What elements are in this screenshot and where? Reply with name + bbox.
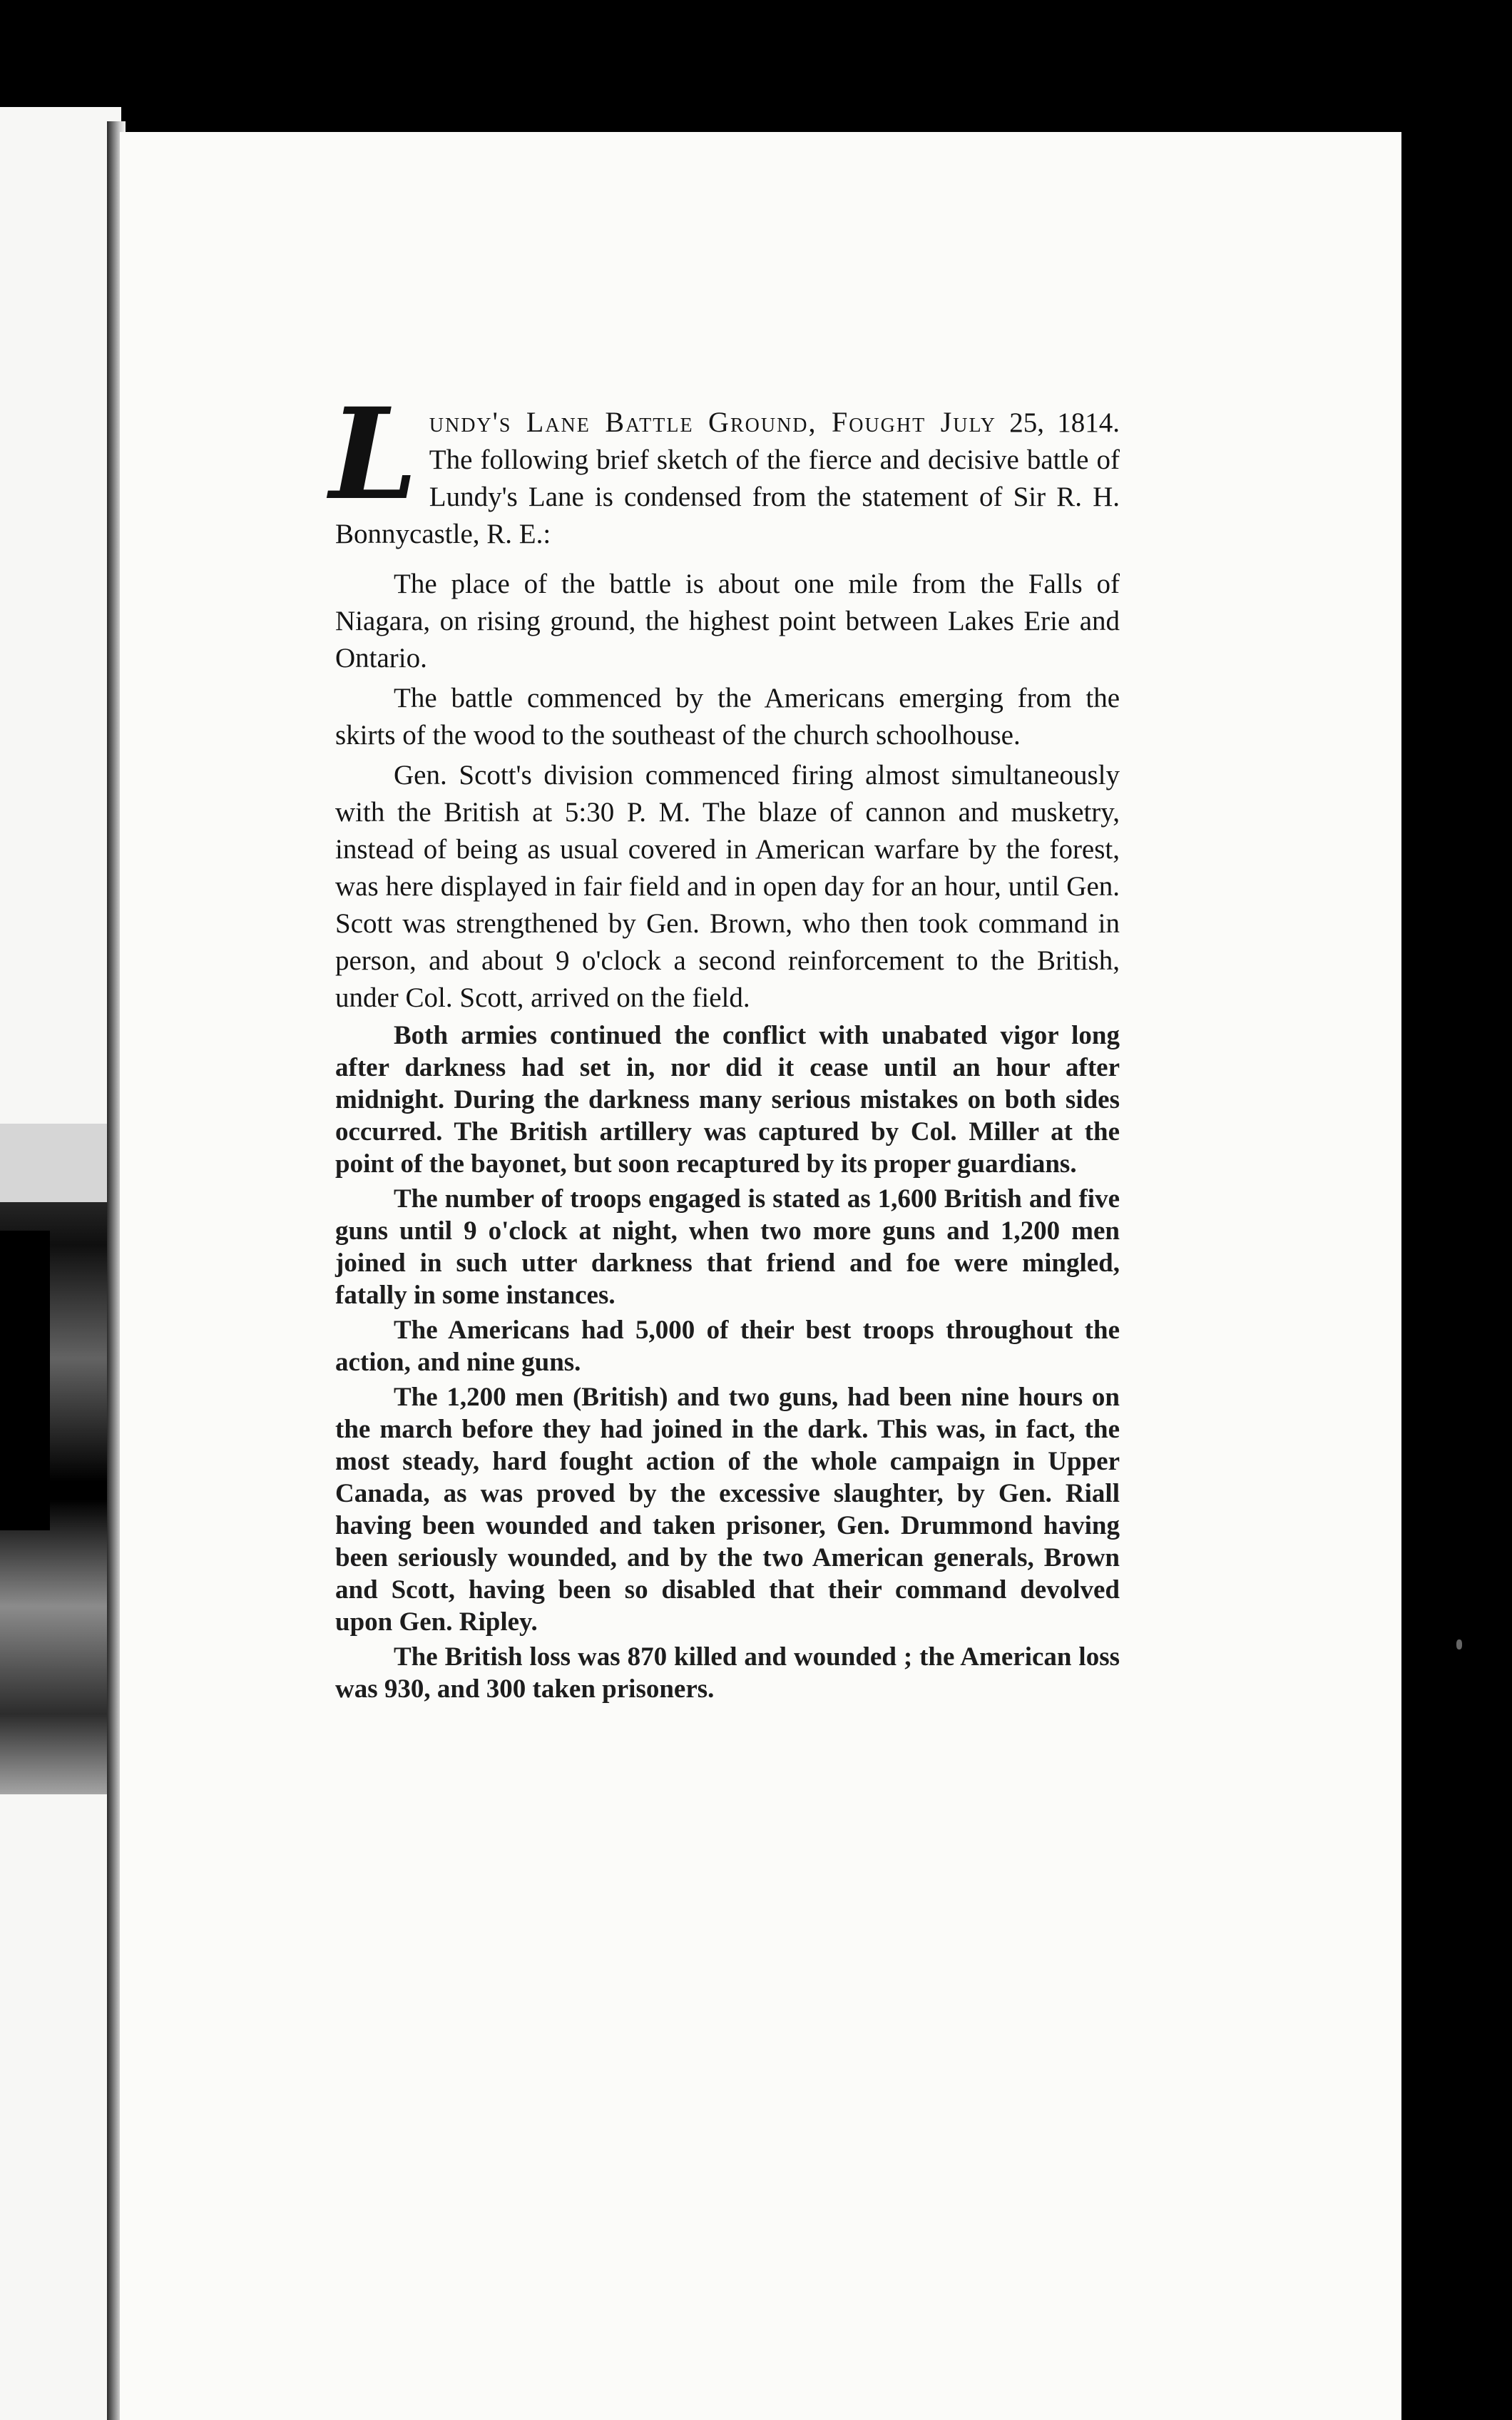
heading-rest: 25, 1814. The following brief sketch of the fierce and decisive battle of Lundy's Lane is condensed from the statement of Sir R. H. Bonnycastle, R. E.: [335,407,1120,549]
paragraph-losses: The British loss was 870 killed and wounded ; the American loss was 930, and 300 taken prisoners. [335,1642,1120,1704]
paragraph-commencement: The battle commenced by the Americans emerging from the skirts of the wood to the southeast of the church schoolhouse. [335,683,1120,751]
paragraph-darkness: Both armies continued the conflict with unabated vigor long after darkness had set in, nor did it cease until an hour after midnight. During the darkness many serious mistakes on both sides occurred. The British artillery was captured by Col. Miller at the point of the bayonet, but soon recaptured by its proper guardians. [335,1021,1120,1179]
paragraph-location: The place of the battle is about one mile from the Falls of Niagara, on rising ground, the highest point between Lakes Erie and Ontario. [335,569,1120,673]
photo-sky [0,1124,118,1202]
paragraph-british-march: The 1,200 men (British) and two guns, had been nine hours on the march before they had joined in the dark. This was, in fact, the most steady, hard fought action of the whole campaign in Upper Canada, as was proved by the excessive slaughter, by Gen. Riall having been wounded and taken prisoner, Gen. Drummond having been seriously wounded, and by the two American generals, Brown and Scott, having been so disabled that their command devolved upon Gen. Ripley. [335,1383,1120,1637]
opening-paragraph [330,380,1120,553]
paragraph-scott-division: Gen. Scott's division commenced firing almost simultaneously with the British at 5:30 P. M. The blaze of cannon and musketry, instead of being as usual covered in American warfare by the forest, was here displayed in fair field and in open day for an hour, until Gen. Scott was strengthened by Gen. Brown, who then took command in person, and about 9 o'clock a second reinforcement to the British, under Col. Scott, arrived on the field. [335,760,1120,1013]
photo-building [0,1231,50,1530]
page-text [330,380,1120,1708]
paragraph-americans: The Americans had 5,000 of their best troops throughout the action, and nine guns. [335,1316,1120,1377]
facing-page-photograph [0,1124,118,1794]
page-speck [1456,1639,1462,1649]
paragraph-troop-numbers: The number of troops engaged is stated as 1,600 British and five guns until 9 o'clock at night, when two more guns and 1,200 men joined in such utter darkness that friend and foe were mingled, fatally in some instances. [335,1184,1120,1310]
drop-cap: L [330,380,418,528]
heading-smallcaps: undy's Lane Battle Ground, Fought July [429,406,997,438]
